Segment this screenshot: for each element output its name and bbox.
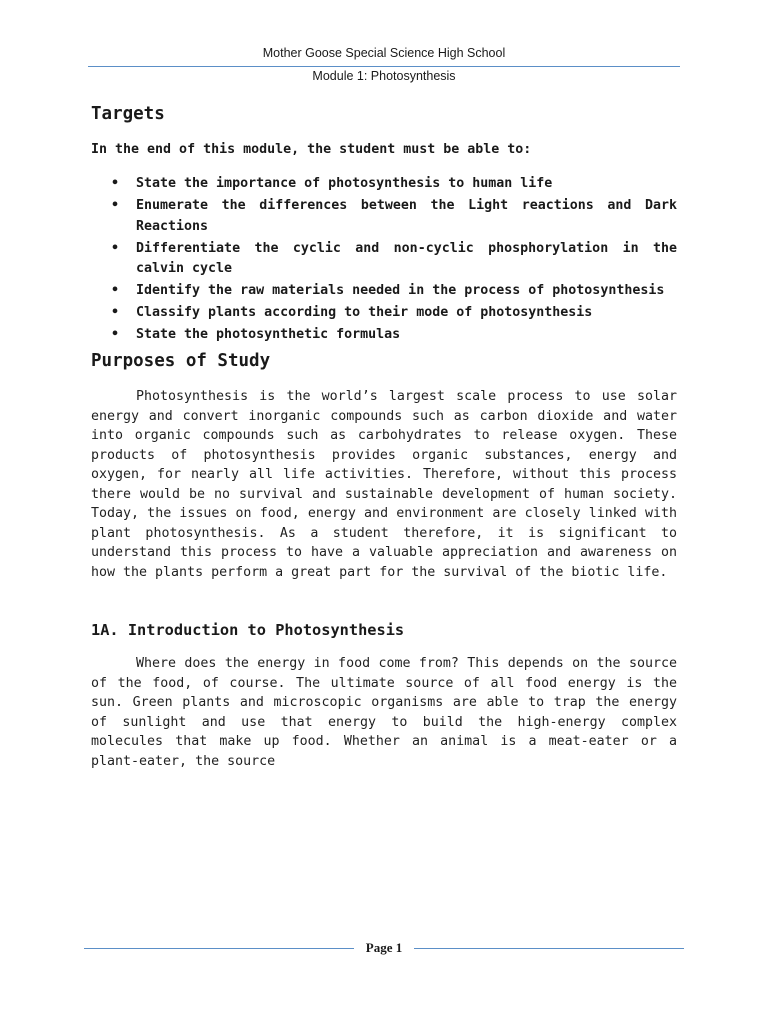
introduction-paragraph: Where does the energy in food come from? This depends on the source of the food, of course. The ultimate source of all food energy is the sun. Green plants and microscopic organisms are able to trap the energy of sunlight and use that energy to build the high-energy complex molecules that make up food. Whether an animal is a meat-eater or a plant-eater, the source: [91, 656, 677, 769]
purposes-paragraph: Photosynthesis is the world’s largest scale process to use solar energy and convert inorganic compounds such as carbon dioxide and water into organic compounds such as carbohydrates to release oxygen. These products of photosynthesis provides organic substances, energy and oxygen, for nearly all life activities. Therefore, without this process there would be no survival and sustainable development of human society. Today, the issues on food, energy and environment are closely linked with plant photosynthesis. As a student therefore, it is significant to understand this process to have a valuable appreciation and awareness on how the plants perform a great part for the survival of the biotic life.: [91, 389, 677, 580]
list-item: [91, 174, 677, 195]
list-item: [91, 325, 677, 346]
footer-divider-left: [84, 948, 354, 949]
list-item-text: Enumerate the differences between the Light reactions and Dark Reactions: [136, 198, 677, 234]
bullet-icon: •: [111, 305, 120, 320]
document-body: [91, 100, 677, 771]
targets-intro: In the end of this module, the student must be able to:: [91, 142, 532, 157]
bullet-icon: •: [111, 283, 120, 298]
page-number: Page 1: [365, 940, 403, 955]
purposes-heading: Purposes of Study: [91, 351, 271, 371]
targets-list: [91, 174, 677, 346]
list-item: [91, 239, 677, 280]
header-divider: [88, 66, 680, 67]
list-item-text: State the photosynthetic formulas: [136, 327, 401, 342]
school-name: Mother Goose Special Science High School: [262, 46, 506, 60]
targets-heading: Targets: [91, 104, 165, 124]
bullet-icon: •: [111, 327, 120, 342]
bullet-icon: •: [111, 240, 120, 256]
list-item-text: Identify the raw materials needed in the process of photosynthesis: [136, 283, 665, 298]
introduction-heading: 1A. Introduction to Photosynthesis: [91, 621, 405, 639]
list-item-text: Classify plants according to their mode of photosynthesis: [136, 305, 593, 320]
bullet-icon: •: [111, 176, 120, 191]
list-item-text: State the importance of photosynthesis to human life: [136, 176, 553, 191]
list-item: [91, 196, 677, 237]
list-item-text: Differentiate the cyclic and non-cyclic phosphorylation in the calvin cycle: [136, 240, 677, 276]
bullet-icon: •: [111, 198, 120, 213]
footer-divider-right: [414, 948, 684, 949]
module-title: Module 1: Photosynthesis: [312, 69, 456, 83]
list-item: [91, 281, 677, 302]
list-item: [91, 303, 677, 324]
